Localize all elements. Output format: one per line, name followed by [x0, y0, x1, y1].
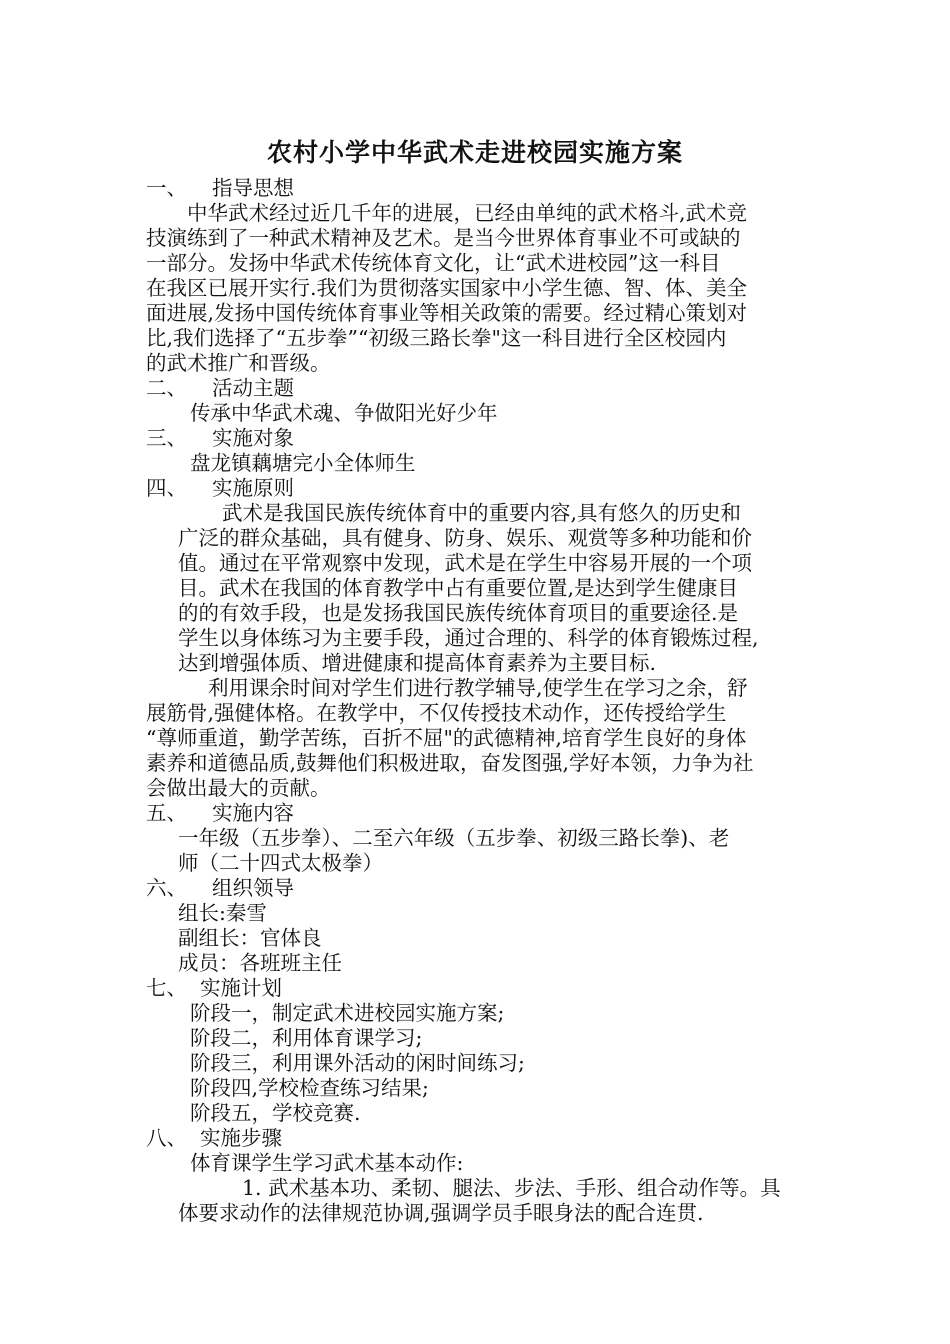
paragraph-line: 比,我们选择了“五步拳”“初级三路长拳"这一科目进行全区校园内 [146, 326, 727, 350]
paragraph-line: 阶段三，利用课外活动的闲时间练习; [190, 1051, 525, 1075]
paragraph-line: 达到增强体质、增进健康和提高体育素养为主要目标. [178, 651, 657, 675]
paragraph-line: 阶段四,学校检查练习结果; [190, 1076, 429, 1100]
section-number: 六、 [146, 876, 187, 900]
paragraph-line: 盘龙镇藕塘完小全体师生 [190, 451, 416, 475]
section-number: 七、 [146, 976, 187, 1000]
paragraph-line: 一年级（五步拳）、二至六年级（五步拳、初级三路长拳)、老 [178, 826, 730, 850]
section-heading [146, 801, 294, 826]
section-heading [146, 426, 294, 451]
section-number: 三、 [146, 426, 187, 450]
paragraph-line: 组长:秦雪 [178, 901, 267, 925]
section-heading [146, 976, 282, 1001]
section-heading [146, 476, 294, 501]
paragraph-line: 阶段二，利用体育课学习; [190, 1026, 423, 1050]
paragraph-line: 会做出最大的贡献。 [146, 776, 331, 800]
section-number: 四、 [146, 476, 187, 500]
section-title: 指导思想 [212, 176, 294, 200]
section-title: 实施原则 [212, 476, 294, 500]
paragraph-line: 一部分。发扬中华武术传统体育文化，让“武术进校园”这一科目 [146, 251, 721, 275]
section-number: 五、 [146, 801, 187, 825]
paragraph-line: 面进展,发扬中国传统体育事业等相关政策的需要。经过精心策划对 [146, 301, 748, 325]
section-title: 实施计划 [200, 976, 282, 1000]
paragraph-line: 传承中华武术魂、争做阳光好少年 [190, 401, 498, 425]
paragraph-line: 成员：各班班主任 [178, 951, 342, 975]
section-title: 实施步骤 [200, 1126, 282, 1150]
paragraph-line: 阶段五，学校竞赛. [190, 1101, 361, 1125]
section-heading [146, 876, 294, 901]
section-title: 实施对象 [212, 426, 294, 450]
paragraph-line: 体育课学生学习武术基本动作: [190, 1151, 464, 1175]
paragraph-line: 广泛的群众基础，具有健身、防身、娱乐、观赏等多种功能和价 [178, 526, 752, 550]
paragraph-line: 中华武术经过近几千年的进展，已经由单纯的武术格斗,武术竞 [187, 201, 748, 225]
paragraph-line: 副组长：官体良 [178, 926, 322, 950]
section-number: 一、 [146, 176, 187, 200]
paragraph-line: 目。武术在我国的体育教学中占有重要位置,是达到学生健康目 [178, 576, 739, 600]
section-heading [146, 376, 294, 401]
paragraph-line: “尊师重道，勤学苦练，百折不屈"的武德精神,培育学生良好的身体 [146, 726, 747, 750]
section-title: 活动主题 [212, 376, 294, 400]
paragraph-line: 展筋骨,强健体格。在教学中，不仅传授技术动作，还传授给学生 [146, 701, 727, 725]
section-title: 组织领导 [212, 876, 294, 900]
section-title: 实施内容 [212, 801, 294, 825]
paragraph-line: 师（二十四式太极拳） [178, 851, 383, 875]
paragraph-line: 素养和道德品质,鼓舞他们积极进取，奋发图强,学好本领，力争为社 [146, 751, 754, 775]
section-heading [146, 1126, 282, 1151]
paragraph-line: 的的有效手段，也是发扬我国民族传统体育项目的重要途径.是 [178, 601, 739, 625]
paragraph-line: 阶段一，制定武术进校园实施方案; [190, 1001, 505, 1025]
paragraph-line: 技演练到了一种武术精神及艺术。是当今世界体育事业不可或缺的 [146, 226, 741, 250]
paragraph-line: 利用课余时间对学生们进行教学辅导,使学生在学习之余，舒 [208, 676, 748, 700]
paragraph-line: 学生以身体练习为主要手段，通过合理的、科学的体育锻炼过程, [178, 626, 759, 650]
paragraph-line: 体要求动作的法律规范协调,强调学员手眼身法的配合连贯. [178, 1201, 704, 1225]
paragraph-line: 在我区已展开实行.我们为贯彻落实国家中小学生德、智、体、美全 [146, 276, 748, 300]
paragraph-line: 武术是我国民族传统体育中的重要内容,具有悠久的历史和 [222, 501, 742, 525]
paragraph-line: 的武术推广和晋级。 [146, 351, 331, 375]
paragraph-line: 值。通过在平常观察中发现，武术是在学生中容易开展的一个项 [178, 551, 752, 575]
paragraph-line: 1. 武术基本功、柔韧、腿法、步法、手形、组合动作等。具 [242, 1176, 781, 1200]
section-number: 八、 [146, 1126, 187, 1150]
section-number: 二、 [146, 376, 187, 400]
document-title: 农村小学中华武术走进校园实施方案 [266, 138, 683, 167]
section-heading [146, 176, 294, 201]
